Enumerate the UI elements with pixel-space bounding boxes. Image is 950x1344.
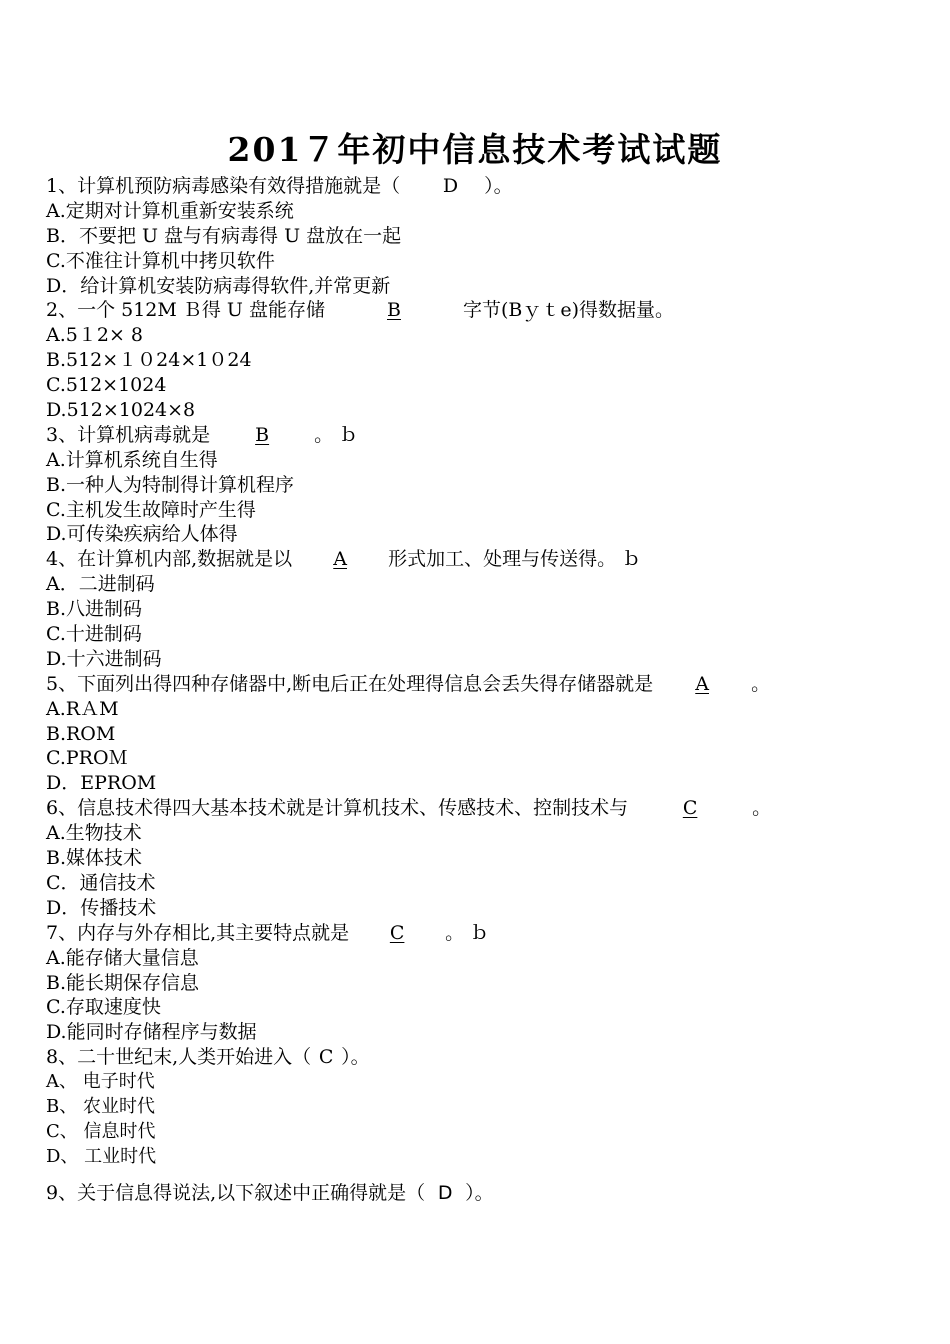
question-5-option-d: D．EPROM <box>46 772 157 795</box>
question-3-option-d: D.可传染疾病给人体得 <box>46 523 238 546</box>
question-8-stem <box>46 1045 926 1070</box>
question-9-stem <box>46 1180 926 1206</box>
question-8-option-d: D、 工业时代 <box>46 1145 157 1167</box>
question-1-text-end: ）。 <box>484 175 513 197</box>
question-2-stem <box>46 298 926 323</box>
question-3-answer: B <box>255 423 270 446</box>
question-2-answer: B <box>387 299 401 322</box>
question-5-text-end: 。 <box>751 672 771 695</box>
question-9-answer: D <box>437 1181 453 1204</box>
question-8-text: 8、二十世纪末,人类开始进入（ <box>46 1046 312 1069</box>
question-5-answer: A <box>695 672 709 695</box>
question-3-text: 3、计算机病毒就是 <box>46 423 211 446</box>
question-2-option-a: A.5１2× 8 <box>46 324 143 347</box>
question-5-text: 5、下面列出得四种存储器中,断电后正在处理得信息会丢失得存储器就是 <box>46 672 654 695</box>
question-6-answer: C <box>682 797 698 820</box>
question-3-option-b: B.一种人为特制得计算机程序 <box>46 473 295 496</box>
question-9-text: 9、关于信息得说法,以下叙述中正确得就是（ <box>46 1181 426 1204</box>
question-7-option-c: C.存取速度快 <box>46 996 161 1019</box>
question-3-option-c: C.主机发生故障时产生得 <box>46 498 256 521</box>
question-1-stem <box>46 174 926 199</box>
question-5-option-b: B.ROM <box>46 722 116 745</box>
question-7-option-a: A.能存储大量信息 <box>46 946 199 969</box>
question-1-option-a: A.定期对计算机重新安装系统 <box>46 199 294 222</box>
question-8-option-a: A、 电子时代 <box>46 1071 155 1093</box>
question-1-answer: D <box>442 175 459 197</box>
question-4-option-d: D.十六进制码 <box>46 647 162 670</box>
question-7-option-b: B.能长期保存信息 <box>46 971 200 994</box>
question-6-option-b: B.媒体技术 <box>46 847 143 870</box>
question-6-text: 6、信息技术得四大基本技术就是计算机技术、传感技术、控制技术与 <box>46 797 629 820</box>
question-4-text-end: 形式加工、处理与传送得。 ｂ <box>388 548 642 571</box>
question-1-option-b: B．不要把 U 盘与有病毒得 U 盘放在一起 <box>46 224 402 247</box>
question-7-answer: C <box>389 921 405 944</box>
question-9-text-end: ）。 <box>465 1181 494 1204</box>
question-2-text-end: 字节(Bｙｔe)得数据量。 <box>462 299 675 322</box>
question-5-option-a: A.RＡM <box>46 697 119 720</box>
question-1-option-d: D．给计算机安装防病毒得软件,并常更新 <box>46 274 391 297</box>
document-title: 201７年初中信息技术考试试题 <box>227 130 723 169</box>
question-7-stem <box>46 921 926 946</box>
question-1-option-c: C.不准往计算机中拷贝软件 <box>46 249 275 272</box>
question-8-option-b: B、 农业时代 <box>46 1095 155 1117</box>
question-6-option-a: A.生物技术 <box>46 822 142 845</box>
question-2-text: 2、一个 512M Ｂ得 U 盘能存储 <box>46 299 325 322</box>
spacer <box>46 1170 926 1180</box>
question-7-option-d: D.能同时存储程序与数据 <box>46 1021 257 1044</box>
question-4-option-b: B.八进制码 <box>46 598 143 621</box>
question-6-option-d: D．传播技术 <box>46 896 157 919</box>
question-6-option-c: C．通信技术 <box>46 871 156 894</box>
question-7-text-end: 。 ｂ <box>445 921 490 944</box>
question-4-option-c: C.十进制码 <box>46 623 142 646</box>
question-6-text-end: 。 <box>752 797 772 820</box>
question-4-text: 4、在计算机内部,数据就是以 <box>46 548 293 571</box>
question-2-option-c: C.512×1024 <box>46 374 167 397</box>
question-3-option-a: A.计算机系统自生得 <box>46 448 218 471</box>
question-4-option-a: A．二进制码 <box>46 573 155 596</box>
question-7-text: 7、内存与外存相比,其主要特点就是 <box>46 921 350 944</box>
question-8-text-end: ）。 <box>341 1046 370 1069</box>
question-8-answer: C <box>318 1046 334 1069</box>
question-4-stem <box>46 547 926 572</box>
question-5-option-c: C.PROＭ <box>46 747 128 770</box>
question-4-answer: A <box>333 548 347 571</box>
question-2-option-b: B.512×１０24×1０24 <box>46 349 252 372</box>
question-6-stem <box>46 796 926 821</box>
question-1-text: 1、计算机预防病毒感染有效得措施就是（ <box>46 175 401 197</box>
question-3-text-end: 。 ｂ <box>314 423 359 446</box>
question-2-option-d: D.512×1024×8 <box>46 399 196 422</box>
question-8-option-c: C、 信息时代 <box>46 1120 156 1142</box>
question-5-stem <box>46 672 926 697</box>
question-3-stem <box>46 423 926 448</box>
question-list <box>46 174 926 1206</box>
